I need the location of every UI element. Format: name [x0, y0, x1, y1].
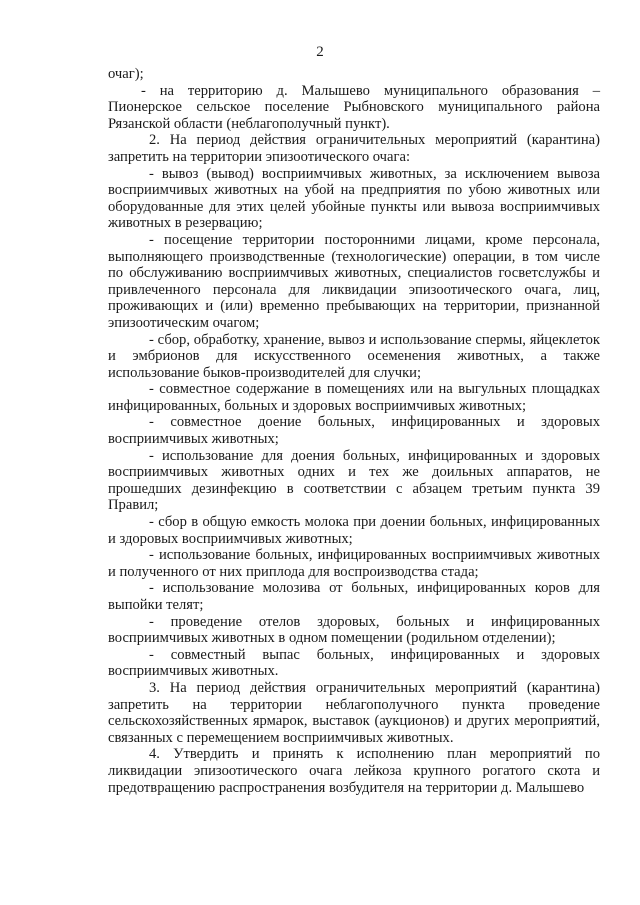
paragraph-item-4: 4. Утвердить и принять к исполнению план мероприятий по ликвидации эпизоотического очага лейкоза крупного рогатого скота и предотвращению распространения возбудителя на территории д. Малышево	[108, 746, 600, 796]
paragraph-item-2: 2. На период действия ограничительных мероприятий (карантина) запретить на территории эпизоотического очага:	[108, 132, 600, 165]
paragraph-continuation: очаг);	[108, 66, 144, 82]
paragraph-ban-milk-collection: - сбор в общую емкость молока при доении больных, инфицированных и здоровых восприимчивых животных;	[108, 514, 600, 547]
paragraph-ban-calving: - проведение отелов здоровых, больных и инфицированных восприимчивых животных в одном помещении (родильном отделении);	[108, 613, 600, 647]
paragraph-village-malyshevo: - на территорию д. Малышево муниципального образования – Пионерское сельское поселение Рыбновского муниципального района Рязанской области (неблагополучный пункт).	[108, 82, 600, 132]
paragraph-item-3: 3. На период действия ограничительных мероприятий (карантина) запретить на территории неблагополучного пункта проведение сельскохозяйственных ярмарок, выставок (аукционов) и других мероприятий, связанных с перемещением восприимчивых животных.	[108, 679, 600, 746]
paragraph-ban-export: - вывоз (вывод) восприимчивых животных, за исключением вывоза восприимчивых животных на убой на предприятия по убою животных или оборудованные для этих целей убойные пункты или вывоза восприимчивых животных в резервацию;	[108, 165, 600, 232]
page-number: 2	[316, 44, 324, 60]
paragraph-ban-joint-milking: - совместное доение больных, инфицированных и здоровых восприимчивых животных;	[108, 414, 600, 448]
paragraph-ban-reproduction: - использование больных, инфицированных восприимчивых животных и полученного от них приплода для воспроизводства стада;	[108, 547, 600, 580]
paragraph-ban-milking-machines: - использование для доения больных, инфицированных и здоровых восприимчивых животных одних и тех же доильных аппаратов, не прошедших дезинфекцию в соответствии с абзацем третьим пункта 39 Правил;	[108, 447, 600, 514]
paragraph-ban-colostrum: - использование молозива от больных, инфицированных коров для выпойки телят;	[108, 580, 600, 613]
paragraph-ban-visits: - посещение территории посторонними лицами, кроме персонала, выполняющего производственные (технологические) операции, в том числе по обслуживанию восприимчивых животных, специалистов госветслужбы и привлеченного персонала для ликвидации эпизоотического очага, лиц, проживающих и (или) временно пребывающих на территории, признанной эпизоотическим очагом;	[108, 231, 600, 331]
document-body	[108, 66, 600, 796]
paragraph-ban-grazing: - совместный выпас больных, инфицированных и здоровых восприимчивых животных.	[108, 646, 600, 680]
paragraph-ban-joint-keeping: - совместное содержание в помещениях или на выгульных площадках инфицированных, больных и здоровых восприимчивых животных;	[108, 381, 600, 414]
paragraph-ban-semen: - сбор, обработку, хранение, вывоз и использование спермы, яйцеклеток и эмбрионов для искусственного осеменения животных, а также использование быков-производителей для случки;	[108, 331, 600, 381]
